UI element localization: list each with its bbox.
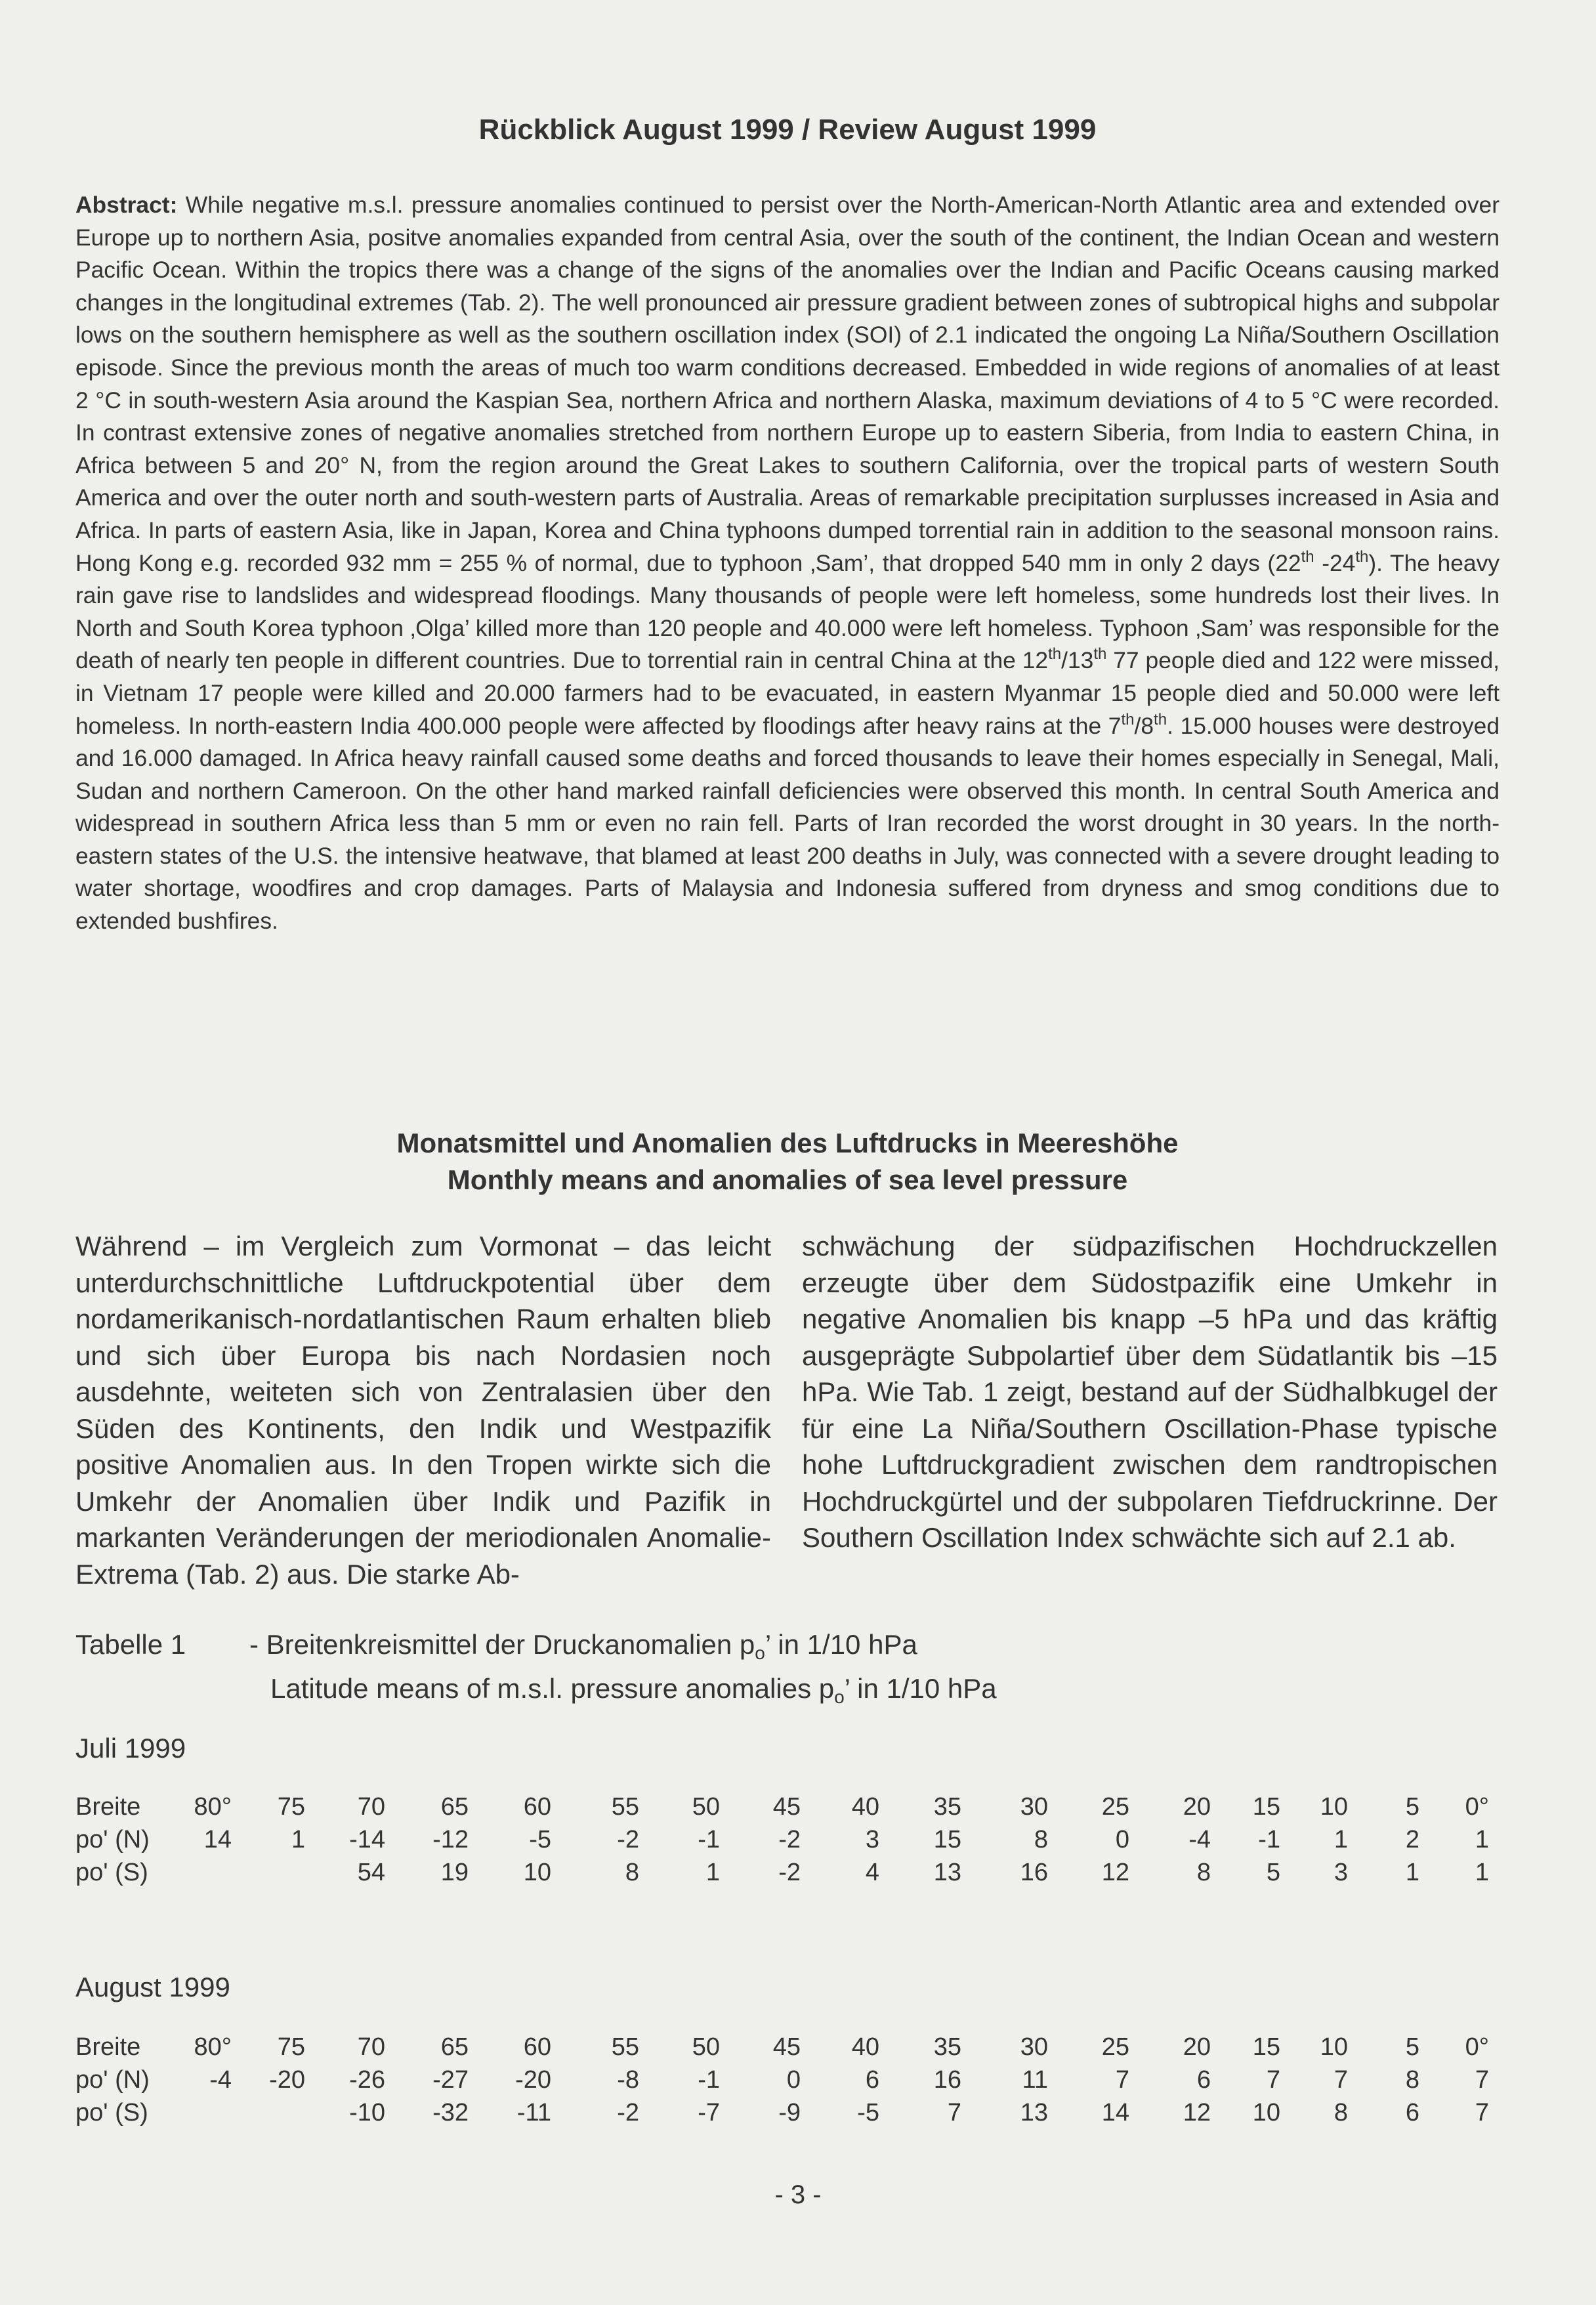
- table-cell: 8: [1196, 1859, 1211, 1886]
- table-cell: 16: [1020, 1859, 1048, 1886]
- table-cell: 25: [1101, 1793, 1129, 1821]
- table-cell: 8: [1405, 2066, 1419, 2094]
- table-cell: 60: [523, 2033, 551, 2061]
- table-cell: 54: [357, 1859, 385, 1886]
- table-cell: 10: [1320, 1793, 1348, 1821]
- table-cell: [232, 2096, 305, 2129]
- table-cell: 11: [1022, 2066, 1048, 2094]
- table-cell: 10: [1320, 2033, 1348, 2061]
- table-cell: 30: [1020, 2033, 1048, 2061]
- table-cell: -5: [857, 2099, 879, 2126]
- table-cell: 15: [1252, 2033, 1280, 2061]
- abstract-sup: th: [1355, 547, 1369, 566]
- page-title: Rückblick August 1999 / Review August 1999: [478, 114, 1097, 146]
- latitude-table-july: [75, 1790, 1489, 1889]
- abstract-text: ). The heavy rain gave rise to landslides and widespread floodings. Many thousands of people were left homeless, some hundreds lost their lives. In North and South Korea typhoon ‚Olga’ killed more than 120 people and 40.000 were left homeless. Typhoon ‚Sam’ was responsible for the death of nearly ten people in different countries. Due to torrential rain in central China at the 12: [75, 549, 1500, 674]
- table-cell: 75: [277, 2033, 305, 2061]
- table-cell: 25: [1101, 2033, 1129, 2061]
- table-cell: 1: [1475, 1859, 1489, 1886]
- abstract-text: 77 people died and 122 were missed, in Vietnam 17 people were killed and 20.000 farmers had to be evacuated, in eastern Myanmar 15 people died and 50.000 were left homeless. In north-eastern India 400.000 people were affected by floodings after heavy rains at the 7: [75, 647, 1500, 739]
- table-cell: 60: [523, 1793, 551, 1821]
- table-cell: 65: [440, 2033, 469, 2061]
- table-cell: -8: [617, 2066, 639, 2094]
- table-cell: -27: [432, 2066, 469, 2094]
- table-cell: -1: [698, 2066, 720, 2094]
- table-cell: 70: [357, 1793, 385, 1821]
- table-cell: 80°: [194, 1793, 232, 1821]
- table-cell: [167, 1856, 232, 1889]
- table-cell: 3: [1334, 1859, 1348, 1886]
- table-cell: 5: [1266, 1859, 1280, 1886]
- table-cell: -2: [778, 1859, 801, 1886]
- table-cell: 19: [440, 1859, 469, 1886]
- table-cell: -2: [617, 2099, 639, 2126]
- caption-de-text: - Breitenkreismittel der Druckanomalien p: [249, 1629, 755, 1660]
- table-cell: 13: [933, 1859, 961, 1886]
- table-cell: -11: [516, 2099, 551, 2126]
- caption-de-sub: o: [755, 1643, 765, 1663]
- table-cell: 15: [1252, 1793, 1280, 1821]
- table-cell: 8: [1034, 1826, 1048, 1853]
- table-cell: 5: [1405, 2033, 1419, 2061]
- table-cell: -32: [432, 2099, 469, 2126]
- abstract-text: /13: [1061, 647, 1094, 674]
- table-cell: -2: [617, 1826, 639, 1853]
- table-cell: 3: [865, 1826, 879, 1853]
- table-cell: -14: [349, 1826, 385, 1853]
- table-row: [75, 2031, 1489, 2063]
- table-row: [75, 1856, 1489, 1889]
- table-cell: [167, 2096, 232, 2129]
- table-cell: 5: [1405, 1793, 1419, 1821]
- table-cell: 8: [1334, 2099, 1348, 2126]
- table-cell: 30: [1020, 1793, 1048, 1821]
- month-label-july: Juli 1999: [75, 1733, 186, 1764]
- section-heading-en: Monthly means and anomalies of sea level pressure: [447, 1164, 1128, 1195]
- caption-de-text: ’ in 1/10 hPa: [765, 1629, 917, 1660]
- table-cell: 14: [203, 1826, 232, 1853]
- row-label: po' (N): [75, 1826, 150, 1853]
- table-cell: 1: [705, 1859, 720, 1886]
- table-cell: -10: [349, 2099, 385, 2126]
- table-row: [75, 1790, 1489, 1823]
- abstract-text: /8: [1134, 712, 1154, 739]
- table-cell: 0: [1115, 1826, 1129, 1853]
- table-cell: -1: [698, 1826, 720, 1853]
- table-cell: 0: [786, 2066, 801, 2094]
- table-cell: 6: [1405, 2099, 1419, 2126]
- table-cell: 7: [947, 2099, 961, 2126]
- table-cell: -9: [778, 2099, 801, 2126]
- table-cell: 7: [1475, 2099, 1489, 2126]
- row-label: Breite: [75, 2033, 141, 2061]
- table-cell: 45: [772, 2033, 801, 2061]
- table-cell: 65: [440, 1793, 469, 1821]
- table-cell: 35: [933, 1793, 961, 1821]
- table-cell: 6: [865, 2066, 879, 2094]
- table-cell: -20: [515, 2066, 551, 2094]
- table-cell: 7: [1334, 2066, 1348, 2094]
- table-cell: 0°: [1465, 2033, 1489, 2061]
- table-cell: 40: [851, 2033, 879, 2061]
- caption-en-text: ’ in 1/10 hPa: [844, 1673, 997, 1704]
- caption-en-text: Latitude means of m.s.l. pressure anomalies p: [270, 1673, 835, 1704]
- table-cell: 15: [933, 1826, 961, 1853]
- table-cell: 0°: [1465, 1793, 1489, 1821]
- column-right-text: schwächung der südpazifischen Hochdruckzellen erzeugte über dem Südostpazifik eine Umkehr in negative Anomalien bis knapp –5 hPa und das kräftig ausgeprägte Subpolartief über dem Südatlantik bis –15 hPa. Wie Tab. 1 zeigt, bestand auf der Südhalbkugel der für eine La Niña/Southern Oscillation-Phase typische hohe Luftdruckgradient zwischen dem randtropischen Hochdruckgürtel und der subpolaren Tiefdruckrinne. Der Southern Oscillation Index schwächte sich auf 2.1 ab.: [802, 1231, 1498, 1553]
- table-cell: 1: [291, 1826, 305, 1853]
- table-cell: 55: [611, 2033, 639, 2061]
- table-row: [75, 1823, 1489, 1856]
- table-cell: 4: [865, 1859, 879, 1886]
- section-heading: [75, 1125, 1500, 1198]
- page-number: - 3 -: [774, 2180, 822, 2209]
- abstract-sup: th: [1093, 645, 1107, 664]
- table-cell: -20: [269, 2066, 305, 2094]
- table-cell: -26: [349, 2066, 385, 2094]
- table-cell: 45: [772, 1793, 801, 1821]
- table-cell: [232, 1856, 305, 1889]
- row-label: po' (S): [75, 2099, 148, 2126]
- table-cell: 20: [1183, 2033, 1211, 2061]
- table-row: [75, 2096, 1489, 2129]
- table-cell: -1: [1258, 1826, 1280, 1853]
- table-cell: -4: [209, 2066, 232, 2094]
- abstract-sup: th: [1301, 547, 1314, 566]
- table-cell: 1: [1334, 1826, 1348, 1853]
- table-cell: -2: [778, 1826, 801, 1853]
- table-row: [75, 2063, 1489, 2096]
- abstract-sup: th: [1154, 710, 1167, 729]
- abstract-text: While negative m.s.l. pressure anomalies continued to persist over the North-American-North Atlantic area and extended over Europe up to northern Asia, positve anomalies expanded from central Asia, over the south of the continent, the Indian Ocean and western Pacific Ocean. Within the tropics there was a change of the signs of the anomalies over the Indian and Pacific Oceans causing marked changes in the longitudinal extremes (Tab. 2). The well pronounced air pressure gradient between zones of subtropical highs and subpolar lows on the southern hemisphere as well as the southern oscillation index (SOI) of 2.1 indicated the ongoing La Niña/Southern Oscillation episode. Since the previous month the areas of much too warm conditions decreased. Embedded in wide regions of anomalies of at least 2 °C in south-western Asia around the Kaspian Sea, northern Africa and northern Alaska, maximum deviations of 4 to 5 °C were recorded. In contrast extensive zones of negative anomalies stretched from northern Europe up to eastern Siberia, from India to eastern China, in Africa between 5 and 20° N, from the region around the Great Lakes to southern California, over the tropical parts of western South America and over the outer north and south-western parts of Australia. Areas of remarkable precipitation surplusses increased in Asia and Africa. In parts of eastern Asia, like in Japan, Korea and China typhoons dumped torrential rain in addition to the seasonal monsoon rains. Hong Kong e.g. recorded 932 mm = 255 % of normal, due to typhoon ‚Sam’, that dropped 540 mm in only 2 days (22: [75, 192, 1500, 576]
- table-cell: 10: [1252, 2099, 1280, 2126]
- table-cell: 7: [1266, 2066, 1280, 2094]
- abstract-paragraph: [75, 189, 1500, 938]
- row-label: Breite: [75, 1793, 141, 1821]
- table-cell: 2: [1405, 1826, 1419, 1853]
- month-label-august: August 1999: [75, 1972, 230, 2002]
- table-cell: 1: [1405, 1859, 1419, 1886]
- abstract-sup: th: [1048, 645, 1062, 664]
- table-cell: 12: [1183, 2099, 1211, 2126]
- table-cell: -4: [1188, 1826, 1211, 1853]
- table-cell: 13: [1020, 2099, 1048, 2126]
- table-cell: 35: [933, 2033, 961, 2061]
- table-cell: 40: [851, 1793, 879, 1821]
- abstract-sup: th: [1121, 710, 1135, 729]
- table-cell: 7: [1115, 2066, 1129, 2094]
- table-cell: 16: [933, 2066, 961, 2094]
- table-label: Tabelle 1: [75, 1629, 186, 1660]
- caption-en: [270, 1670, 997, 1706]
- section-heading-de: Monatsmittel und Anomalien des Luftdrucks in Meereshöhe: [396, 1128, 1179, 1158]
- table-cell: 80°: [194, 2033, 232, 2061]
- table-cell: 14: [1101, 2099, 1129, 2126]
- table-cell: 75: [277, 1793, 305, 1821]
- abstract-text: -24: [1314, 549, 1356, 576]
- table-cell: 50: [692, 1793, 720, 1821]
- table-cell: -7: [698, 2099, 720, 2126]
- table-cell: 70: [357, 2033, 385, 2061]
- table-cell: 12: [1101, 1859, 1129, 1886]
- table-cell: 7: [1475, 2066, 1489, 2094]
- table-cell: -5: [529, 1826, 551, 1853]
- abstract-text: . 15.000 houses were destroyed and 16.000 damaged. In Africa heavy rainfall caused some deaths and forced thousands to leave their homes especially in Senegal, Mali, Sudan and northern Cameroon. On the other hand marked rainfall deficiencies were observed this month. In central South America and widespread in southern Africa less than 5 mm or even no rain fell. Parts of Iran recorded the worst drought in 30 years. In the north-eastern states of the U.S. the intensive heatwave, that blamed at least 200 deaths in July, was connected with a severe drought leading to water shortage, woodfires and crop damages. Parts of Malaysia and Indonesia suffered from dryness and smog conditions due to extended bushfires.: [75, 712, 1500, 935]
- table-cell: 1: [1475, 1826, 1489, 1853]
- column-left-text: Während – im Vergleich zum Vormonat – das leicht unterdurchschnittliche Luftdruckpotential über dem nordamerikanisch-nordatlantischen Raum erhalten blieb und sich über Europa bis nach Nordasien noch ausdehnte, weiteten sich von Zentralasien über den Süden des Kontinents, den Indik und Westpazifik positive Anomalien aus. In den Tropen wirkte sich die Umkehr der Anomalien über Indik und Pazifik in markanten Veränderungen der meriodionalen Anomalie-Extrema (Tab. 2) aus. Die starke Ab-: [75, 1231, 771, 1590]
- table-cell: 20: [1183, 1793, 1211, 1821]
- table-cell: -12: [432, 1826, 469, 1853]
- table-cell: 6: [1196, 2066, 1211, 2094]
- caption-de: [249, 1626, 917, 1662]
- table-cell: 8: [625, 1859, 639, 1886]
- table-cell: 50: [692, 2033, 720, 2061]
- table-cell: 10: [523, 1859, 551, 1886]
- row-label: po' (N): [75, 2066, 150, 2094]
- table-cell: 55: [611, 1793, 639, 1821]
- latitude-table-august: [75, 2031, 1489, 2129]
- caption-en-sub: o: [834, 1687, 845, 1707]
- row-label: po' (S): [75, 1859, 148, 1886]
- abstract-label: Abstract:: [75, 192, 178, 218]
